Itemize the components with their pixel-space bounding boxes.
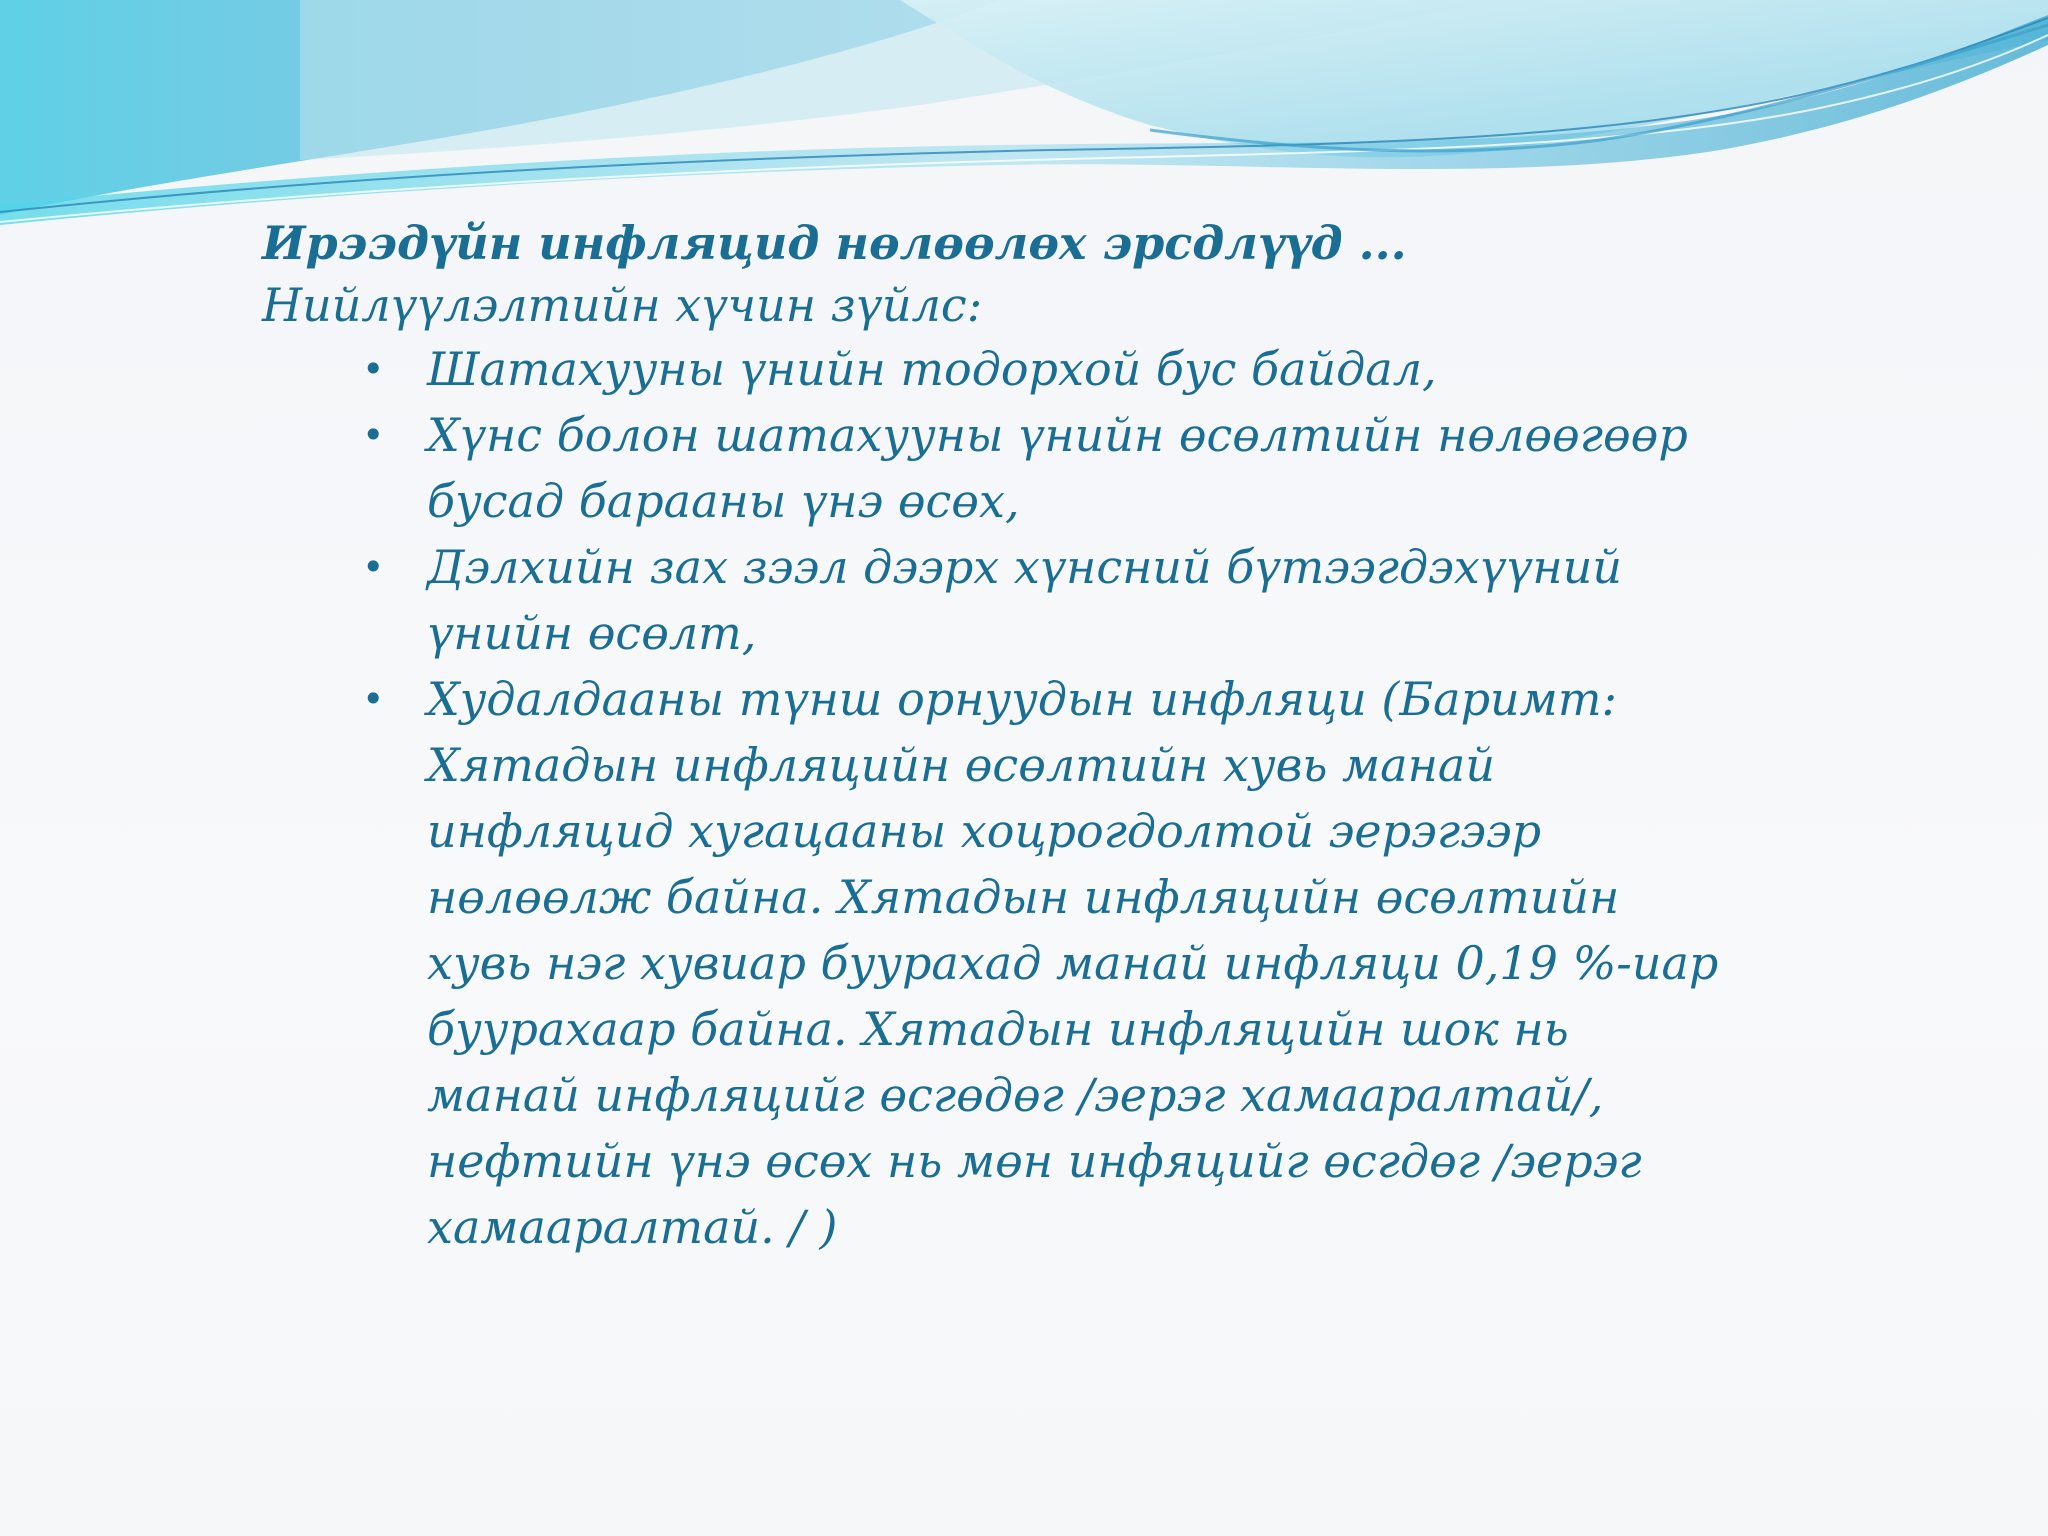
slide-heading: Ирээдүйн инфляцид нөлөөлөх эрсдлүүд ... xyxy=(262,216,1407,270)
bullet-line: Худалдааны түнш орнуудын инфляци (Баримт: xyxy=(427,672,1617,726)
bullet-item xyxy=(362,336,1762,402)
bullet-line: Хятадын инфляцийн өсөлтийн хувь манай xyxy=(427,738,1495,792)
bullet-line: Хүнс болон шатахууны үнийн өсөлтийн нөлөөгөөр xyxy=(427,408,1688,462)
bullet-item xyxy=(362,666,1762,1260)
bullet-item xyxy=(362,534,1762,666)
bullet-icon: • xyxy=(362,413,385,457)
slide-content xyxy=(262,212,1822,1260)
bullet-icon: • xyxy=(362,545,385,589)
bullet-line: нөлөөлж байна. Хятадын инфляцийн өсөлтийн xyxy=(427,870,1620,924)
bullet-line: манай инфляцийг өсгөдөг /эерэг хамааралтай/, xyxy=(427,1068,1604,1122)
bullet-line: бусад барааны үнэ өсөх, xyxy=(427,474,1020,528)
bullet-line: инфляцид хугацааны хоцрогдолтой эерэгээр xyxy=(427,804,1542,858)
bullet-item xyxy=(362,402,1762,534)
bullet-icon: • xyxy=(362,347,385,391)
bullet-line: нефтийн үнэ өсөх нь мөн инфяцийг өсгдөг /эерэг xyxy=(427,1134,1642,1188)
bullet-line: хувь нэг хувиар буурахад манай инфляци 0,19 %-иар xyxy=(427,936,1719,990)
bullet-line: Шатахууны үнийн тодорхой бус байдал, xyxy=(427,342,1437,396)
bullet-line: буурахаар байна. Хятадын инфляцийн шок нь xyxy=(427,1002,1569,1056)
bullet-line: хамааралтай. / ) xyxy=(427,1200,838,1254)
bullet-line: үнийн өсөлт, xyxy=(427,606,757,660)
bullet-line: Дэлхийн зах зээл дээрх хүнсний бүтээгдэхүүний xyxy=(427,540,1622,594)
slide-subheading: Нийлүүлэлтийн хүчин зүйлс: xyxy=(262,278,983,332)
bullet-list xyxy=(362,336,1762,1260)
bullet-icon: • xyxy=(362,677,385,721)
